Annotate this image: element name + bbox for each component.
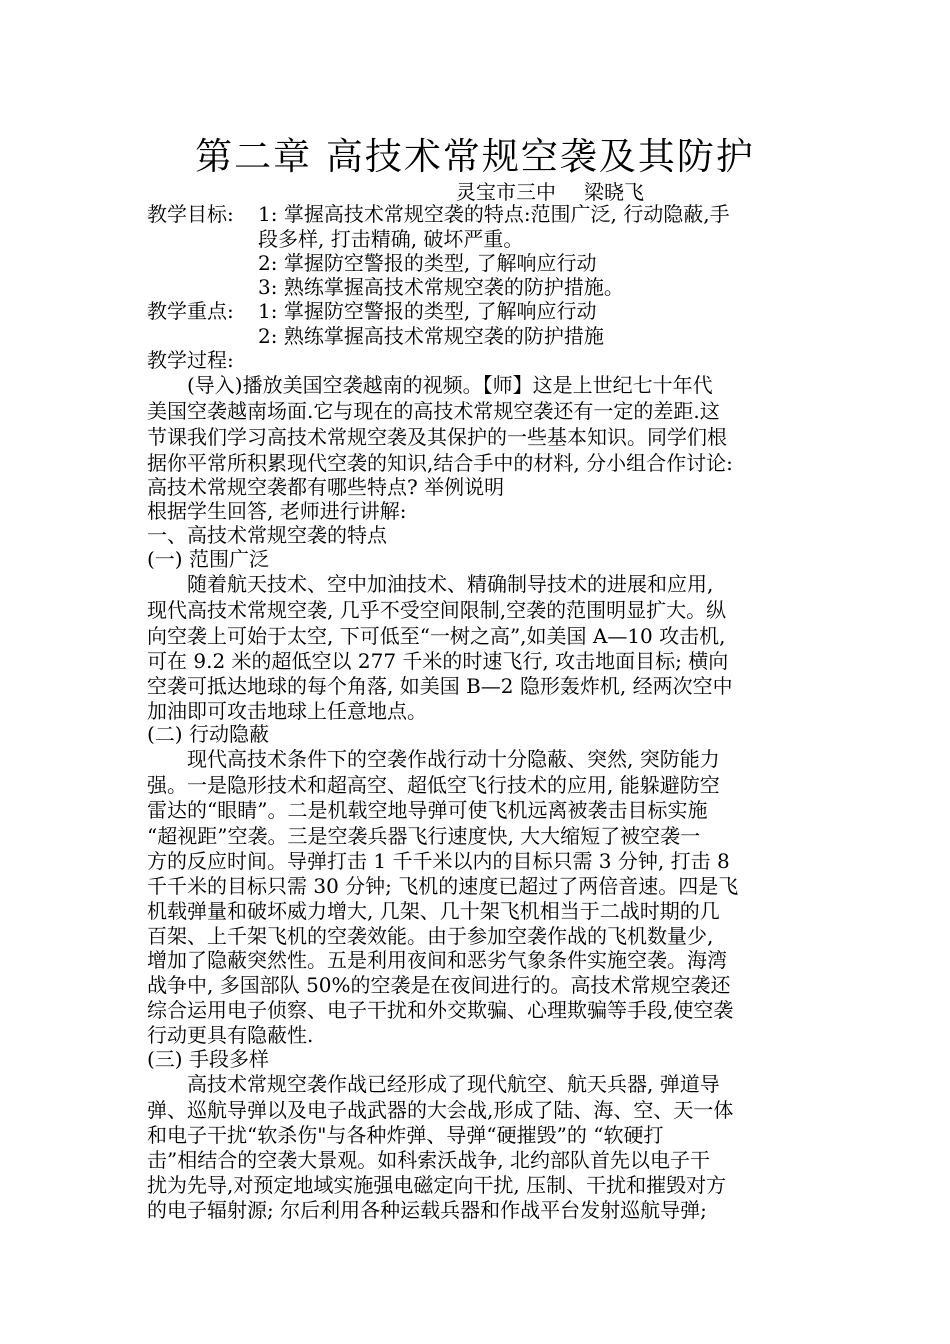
process-label: 教学过程: xyxy=(147,348,234,372)
body-line: 根据学生回答, 老师进行讲解: xyxy=(147,499,407,523)
body-line: 机载弹量和破坏威力增大, 几架、几十架飞机相当于二战时期的几 xyxy=(147,899,720,923)
key-points-label: 教学重点: xyxy=(147,299,234,323)
subsection-heading: (三) 手段多样 xyxy=(147,1047,269,1071)
school-name: 灵宝市三中 xyxy=(456,180,556,204)
body-line: 随着航天技术、空中加油技术、精确制导技术的进展和应用, xyxy=(187,572,714,596)
body-line: 行动更具有隐蔽性. xyxy=(147,1023,314,1047)
body-line: 节课我们学习高技术常规空袭及其保护的一些基本知识。同学们根 xyxy=(147,425,727,449)
body-line: 据你平常所积累现代空袭的知识,结合手中的材料, 分小组合作讨论: xyxy=(147,451,733,475)
objective-item: 3: 熟练掌握高技术常规空袭的防护措施。 xyxy=(258,275,624,299)
key-point-item: 1: 掌握防空警报的类型, 了解响应行动 xyxy=(258,299,597,323)
body-line: 现代高技术条件下的空袭作战行动十分隐蔽、突然, 突防能力 xyxy=(187,747,720,771)
body-line: (导入)播放美国空袭越南的视频。【师】这是上世纪七十年代 xyxy=(187,373,713,397)
body-line: 千千米的目标只需 30 分钟; 飞机的速度已超过了两倍音速。四是飞 xyxy=(147,874,739,898)
objective-item: 1: 掌握高技术常规空袭的特点:范围广泛, 行动隐蔽,手 xyxy=(258,202,730,226)
body-line: 向空袭上可始于太空, 下可低至“一树之高”,如美国 A—10 攻击机, xyxy=(147,624,726,648)
body-line: 强。一是隐形技术和超高空、超低空飞行技术的应用, 能躲避防空 xyxy=(147,773,720,797)
body-line: “超视距”空袭。三是空袭兵器飞行速度快, 大大缩短了被空袭一 xyxy=(147,824,701,848)
objective-item: 段多样, 打击精确, 破坏严重。 xyxy=(258,227,524,251)
objectives-label: 教学目标: xyxy=(147,202,234,226)
body-line: 高技术常规空袭都有哪些特点? 举例说明 xyxy=(147,475,505,499)
body-line: 现代高技术常规空袭, 几乎不受空间限制,空袭的范围明显扩大。纵 xyxy=(147,598,727,622)
body-line: 雷达的“眼睛”。二是机载空地导弹可使飞机远离被袭击目标实施 xyxy=(147,798,708,822)
body-line: 美国空袭越南场面.它与现在的高技术常规空袭还有一定的差距.这 xyxy=(147,399,720,423)
body-line: 击”相结合的空袭大景观。如科索沃战争, 北约部队首先以电子干 xyxy=(147,1148,710,1172)
key-point-item: 2: 熟练掌握高技术常规空袭的防护措施 xyxy=(258,324,604,348)
body-line: 方的反应时间。导弹打击 1 千千米以内的目标只需 3 分钟, 打击 8 xyxy=(147,849,730,873)
body-line: 空袭可抵达地球的每个角落, 如美国 B—2 隐形轰炸机, 经两次空中 xyxy=(147,674,733,698)
body-line: 战争中, 多国部队 50%的空袭是在夜间进行的。高技术常规空袭还 xyxy=(147,973,731,997)
subsection-heading: (二) 行动隐蔽 xyxy=(147,722,269,746)
body-line: 高技术常规空袭作战已经形成了现代航空、航天兵器, 弹道导 xyxy=(187,1072,720,1096)
chapter-title: 第二章 高技术常规空袭及其防护 xyxy=(195,135,755,178)
body-line: 和电子干扰“软杀伤"与各种炸弹、导弹“硬摧毁”的 “软硬打 xyxy=(147,1123,664,1147)
body-line: 弹、巡航导弹以及电子战武器的大会战,形成了陆、海、空、天一体 xyxy=(147,1098,734,1122)
body-line: 扰为先导,对预定地域实施强电磁定向干扰, 压制、干扰和摧毁对方 xyxy=(147,1173,727,1197)
author-name: 梁晓飞 xyxy=(584,180,644,204)
body-line: 的电子辐射源; 尔后利用各种运载兵器和作战平台发射巡航导弹; xyxy=(147,1198,707,1222)
body-line: 增加了隐蔽突然性。五是利用夜间和恶劣气象条件实施空袭。海湾 xyxy=(147,948,727,972)
body-line: 加油即可攻击地球上任意地点。 xyxy=(147,699,427,723)
subsection-heading: (一) 范围广泛 xyxy=(147,547,269,571)
objective-item: 2: 掌握防空警报的类型, 了解响应行动 xyxy=(258,251,597,275)
section-heading: 一、高技术常规空袭的特点 xyxy=(147,523,387,547)
body-line: 百架、上千架飞机的空袭效能。由于参加空袭作战的飞机数量少, xyxy=(147,924,714,948)
body-line: 综合运用电子侦察、电子干扰和外交欺骗、心理欺骗等手段,使空袭 xyxy=(147,998,734,1022)
body-line: 可在 9.2 米的超低空以 277 千米的时速飞行, 攻击地面目标; 横向 xyxy=(147,649,729,673)
